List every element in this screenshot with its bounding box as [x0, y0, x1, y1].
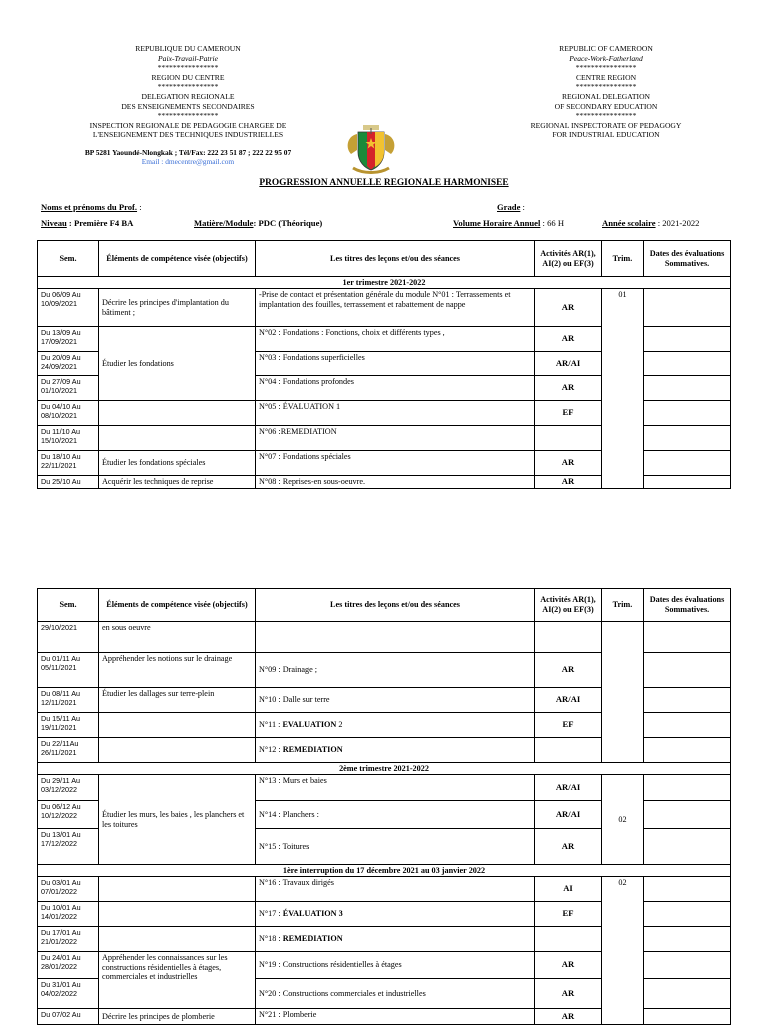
activity-cell: AR/AI	[535, 688, 602, 713]
grade-label: Grade	[497, 202, 521, 212]
header-left-motto: Paix-Travail-Patrie	[158, 53, 218, 63]
interruption-band: 1ère interruption du 17 décembre 2021 au 03 janvier 2022	[38, 865, 731, 877]
volume-field	[453, 218, 564, 228]
week-cell: Du 11/10 Au 15/10/2021	[38, 426, 99, 451]
lesson-cell: N°08 : Reprises-en sous-oeuvre.	[256, 476, 535, 489]
header-left-line: L'ENSEIGNEMENT DES TECHNIQUES INDUSTRIELLES	[92, 130, 284, 140]
lesson-cell: N°06 :REMEDIATION	[256, 426, 535, 451]
header-right	[490, 44, 722, 140]
eval-date-cell	[644, 622, 731, 653]
lesson-number: N°17 :	[259, 909, 283, 919]
objective-cell: Appréhender les connaissances sur les constructions résidentielles à étages, commerciales et industrielles	[99, 952, 256, 1009]
eval-date-cell	[644, 327, 731, 352]
table-row	[38, 775, 731, 801]
objective-cell	[99, 902, 256, 927]
trimester-band: 1er trimestre 2021-2022	[38, 277, 731, 289]
lesson-cell: N°20 : Constructions commerciales et industrielles	[256, 979, 535, 1009]
activity-cell: AR/AI	[535, 801, 602, 829]
lesson-cell: N°13 : Murs et baies	[256, 775, 535, 801]
header-right-line: OF SECONDARY EDUCATION	[554, 101, 658, 111]
trimester-band: 2ème trimestre 2021-2022	[38, 763, 731, 775]
eval-date-cell	[644, 451, 731, 476]
activity-cell: AR	[535, 327, 602, 352]
lesson-cell: N°21 : Plomberie	[256, 1009, 535, 1025]
activity-cell: EF	[535, 713, 602, 738]
col-header-dates: Dates des évaluations Sommatives.	[644, 589, 731, 622]
objective-cell	[99, 738, 256, 763]
eval-date-cell	[644, 713, 731, 738]
objective-cell	[99, 713, 256, 738]
prof-label: Noms et prénoms du Prof.	[41, 202, 138, 212]
header-left-separator: ****************	[157, 82, 219, 92]
objective-cell	[99, 401, 256, 426]
progression-table-1	[37, 240, 731, 489]
matiere-field	[194, 218, 322, 228]
col-header-elements: Éléments de compétence visée (objectifs)	[99, 241, 256, 277]
activity-cell	[535, 927, 602, 952]
table-header-row	[38, 589, 731, 622]
objective-cell: Étudier les murs, les baies , les planchers et les toitures	[99, 775, 256, 865]
contact-block	[48, 148, 328, 166]
col-header-dates: Dates des évaluations Sommatives.	[644, 241, 731, 277]
lesson-cell: N°05 : ÉVALUATION 1	[256, 401, 535, 426]
lesson-cell: -Prise de contact et présentation générale du module N°01 : Terrassements et implantation des fouilles, terrassement et rabattement de nappe	[256, 289, 535, 327]
activity-cell: AR	[535, 829, 602, 865]
activity-cell: AR	[535, 979, 602, 1009]
lesson-cell: N°15 : Toitures	[256, 829, 535, 865]
table-header-row	[38, 241, 731, 277]
annee-field	[602, 218, 699, 228]
eval-date-cell	[644, 1009, 731, 1025]
niveau-field	[41, 218, 133, 228]
week-cell: Du 10/01 Au 14/01/2022	[38, 902, 99, 927]
activity-cell: AR	[535, 376, 602, 401]
eval-date-cell	[644, 738, 731, 763]
eval-date-cell	[644, 352, 731, 376]
week-cell: Du 29/11 Au 03/12/2022	[38, 775, 99, 801]
lesson-cell	[256, 927, 535, 952]
col-header-elements: Éléments de compétence visée (objectifs)	[99, 589, 256, 622]
week-cell: Du 27/09 Au 01/10/2021	[38, 376, 99, 401]
lesson-title: ÉVALUATION 3	[282, 909, 343, 919]
grade-field	[497, 202, 525, 212]
activity-cell: AR/AI	[535, 775, 602, 801]
lesson-number: N°12 :	[259, 745, 283, 755]
header-right-separator: ****************	[575, 111, 637, 121]
header-right-motto: Peace-Work-Fatherland	[569, 53, 643, 63]
col-header-trim: Trim.	[602, 241, 644, 277]
grade-value: :	[520, 202, 525, 212]
week-cell: Du 13/01 Au 17/12/2022	[38, 829, 99, 865]
objective-cell: en sous oeuvre	[99, 622, 256, 653]
objective-cell	[99, 927, 256, 952]
header-left-line: REPUBLIQUE DU CAMEROUN	[135, 44, 241, 53]
niveau-value: : Première F4 BA	[66, 218, 134, 228]
eval-date-cell	[644, 829, 731, 865]
activity-cell: AI	[535, 877, 602, 902]
annee-value: : 2021-2022	[655, 218, 700, 228]
document-title: PROGRESSION ANNUELLE REGIONALE HARMONISEE	[259, 178, 509, 188]
objective-cell: Acquérir les techniques de reprise	[99, 476, 256, 489]
col-header-sem: Sem.	[38, 589, 99, 622]
prof-field	[41, 202, 142, 212]
objective-cell: Appréhender les notions sur le drainage	[99, 653, 256, 688]
week-cell: Du 15/11 Au 19/11/2021	[38, 713, 99, 738]
lesson-cell: N°04 : Fondations profondes	[256, 376, 535, 401]
week-cell: Du 24/01 Au 28/01/2022	[38, 952, 99, 979]
objective-cell: Décrire les principes de plomberie	[99, 1009, 256, 1025]
week-cell: Du 22/11Au 26/11/2021	[38, 738, 99, 763]
objective-cell: Étudier les dallages sur terre-plein	[99, 688, 256, 713]
lesson-cell: N°19 : Constructions résidentielles à étages	[256, 952, 535, 979]
eval-date-cell	[644, 952, 731, 979]
header-right-separator: ****************	[575, 63, 637, 73]
lesson-suffix: 2	[336, 720, 343, 730]
activity-cell: EF	[535, 902, 602, 927]
eval-date-cell	[644, 401, 731, 426]
header-right-line: FOR INDUSTRIAL EDUCATION	[552, 130, 660, 140]
activity-cell	[535, 426, 602, 451]
eval-date-cell	[644, 902, 731, 927]
eval-date-cell	[644, 877, 731, 902]
eval-date-cell	[644, 376, 731, 401]
col-header-sem: Sem.	[38, 241, 99, 277]
week-cell: Du 06/09 Au 10/09/2021	[38, 289, 99, 327]
table-row	[38, 877, 731, 902]
week-cell: Du 20/09 Au 24/09/2021	[38, 352, 99, 376]
table-row	[38, 289, 731, 327]
col-header-trim: Trim.	[602, 589, 644, 622]
header-left-separator: ****************	[157, 63, 219, 73]
week-cell: Du 04/10 Au 08/10/2021	[38, 401, 99, 426]
objective-cell	[99, 877, 256, 902]
eval-date-cell	[644, 476, 731, 489]
coat-of-arms-icon	[343, 122, 399, 178]
table-row	[38, 622, 731, 653]
prof-value: :	[137, 202, 142, 212]
matiere-value: : PDC (Théorique)	[253, 218, 323, 228]
contact-email: Email : dmecentre@gmail.com	[141, 157, 235, 166]
lesson-cell: N°07 : Fondations spéciales	[256, 451, 535, 476]
col-header-activites: Activités AR(1), AI(2) ou EF(3)	[535, 241, 602, 277]
lesson-cell: N°16 : Travaux dirigés	[256, 877, 535, 902]
eval-date-cell	[644, 775, 731, 801]
week-cell: 29/10/2021	[38, 622, 99, 653]
header-left-separator: ****************	[157, 111, 219, 121]
lesson-cell	[256, 738, 535, 763]
eval-date-cell	[644, 426, 731, 451]
lesson-cell: N°14 : Planchers :	[256, 801, 535, 829]
eval-date-cell	[644, 688, 731, 713]
activity-cell: AR/AI	[535, 352, 602, 376]
volume-label: Volume Horaire Annuel	[453, 218, 541, 228]
niveau-label: Niveau	[41, 218, 67, 228]
trimester-cell: 02	[602, 877, 644, 1025]
header-right-line: REGIONAL DELEGATION	[561, 91, 651, 101]
objective-cell: Décrire les principes d'implantation du bâtiment ;	[99, 289, 256, 327]
lesson-cell	[256, 902, 535, 927]
objective-cell: Étudier les fondations	[99, 327, 256, 401]
week-cell: Du 03/01 Au 07/01/2022	[38, 877, 99, 902]
activity-cell: AR	[535, 653, 602, 688]
progression-table-2	[37, 588, 731, 1025]
objective-cell	[99, 426, 256, 451]
volume-value: : 66 H	[540, 218, 565, 228]
col-header-titres: Les titres des leçons et/ou des séances	[256, 241, 535, 277]
lesson-title: REMEDIATION	[282, 934, 343, 944]
lesson-cell	[256, 713, 535, 738]
header-right-line: REGIONAL INSPECTORATE OF PEDAGOGY	[530, 120, 682, 130]
header-left-line: REGION DU CENTRE	[151, 72, 225, 82]
objective-cell: Étudier les fondations spéciales	[99, 451, 256, 476]
activity-cell	[535, 622, 602, 653]
matiere-label: Matière/Module	[194, 218, 254, 228]
week-cell: Du 17/01 Au 21/01/2022	[38, 927, 99, 952]
trimester-cell	[602, 622, 644, 763]
lesson-cell: N°03 : Fondations superficielles	[256, 352, 535, 376]
activity-cell: AR	[535, 952, 602, 979]
header-left-line: INSPECTION REGIONALE DE PEDAGOGIE CHARGEE DE	[89, 120, 287, 130]
activity-cell: AR	[535, 476, 602, 489]
header-right-line: CENTRE REGION	[575, 72, 637, 82]
contact-address: BP 5281 Yaoundé-Nlongkak ; Tél/Fax: 222 23 51 87 ; 222 22 95 07	[84, 148, 292, 157]
week-cell: Du 08/11 Au 12/11/2021	[38, 688, 99, 713]
week-cell: Du 18/10 Au 22/11/2021	[38, 451, 99, 476]
week-cell: Du 01/11 Au 05/11/2021	[38, 653, 99, 688]
eval-date-cell	[644, 927, 731, 952]
lesson-title: EVALUATION	[282, 720, 337, 730]
lesson-title: REMEDIATION	[282, 745, 343, 755]
trimester-cell: 01	[602, 289, 644, 489]
eval-date-cell	[644, 653, 731, 688]
col-header-activites: Activités AR(1), AI(2) ou EF(3)	[535, 589, 602, 622]
lesson-number: N°11 :	[259, 720, 283, 730]
activity-cell: AR	[535, 451, 602, 476]
eval-date-cell	[644, 801, 731, 829]
activity-cell	[535, 738, 602, 763]
week-cell: Du 31/01 Au 04/02/2022	[38, 979, 99, 1009]
week-cell: Du 13/09 Au 17/09/2021	[38, 327, 99, 352]
week-cell: Du 25/10 Au	[38, 476, 99, 489]
header-left-line: DES ENSEIGNEMENTS SECONDAIRES	[121, 101, 255, 111]
lesson-cell: N°02 : Fondations : Fonctions, choix et différents types ,	[256, 327, 535, 352]
lesson-cell	[256, 622, 535, 653]
annee-label: Année scolaire	[602, 218, 656, 228]
header-right-separator: ****************	[575, 82, 637, 92]
week-cell: Du 07/02 Au	[38, 1009, 99, 1025]
activity-cell: AR	[535, 289, 602, 327]
lesson-cell: N°10 : Dalle sur terre	[256, 688, 535, 713]
eval-date-cell	[644, 979, 731, 1009]
col-header-titres: Les titres des leçons et/ou des séances	[256, 589, 535, 622]
header-left-line: DELEGATION REGIONALE	[141, 91, 235, 101]
eval-date-cell	[644, 289, 731, 327]
trimester-cell: 02	[602, 775, 644, 865]
header-right-line: REPUBLIC OF CAMEROON	[559, 44, 653, 53]
activity-cell: EF	[535, 401, 602, 426]
header-left	[40, 44, 336, 140]
lesson-cell: N°09 : Drainage ;	[256, 653, 535, 688]
activity-cell: AR	[535, 1009, 602, 1025]
week-cell: Du 06/12 Au 10/12/2022	[38, 801, 99, 829]
lesson-number: N°18 :	[259, 934, 283, 944]
